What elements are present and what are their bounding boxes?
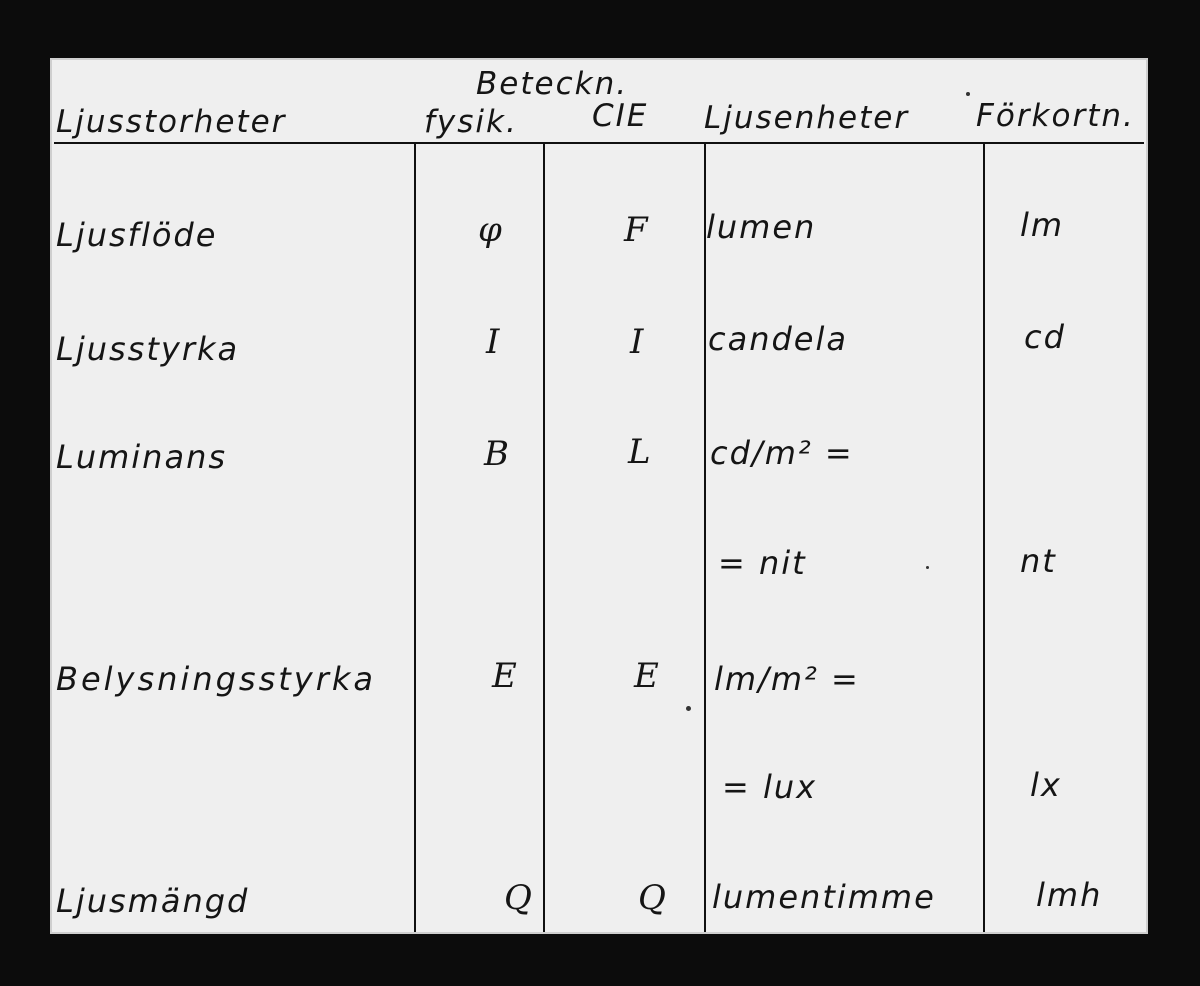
unit-lumen: lumen xyxy=(706,208,817,246)
column-divider-4 xyxy=(983,142,985,932)
dust-speck xyxy=(926,566,929,569)
lantern-slide xyxy=(50,58,1148,934)
header-ljusstorheter: Ljusstorheter xyxy=(56,104,287,140)
symbol-cie-l: L xyxy=(628,432,653,472)
abbr-lx: lx xyxy=(1030,766,1062,804)
symbol-cie-e: E xyxy=(634,656,661,696)
dust-speck xyxy=(966,92,970,96)
unit-lux: = lux xyxy=(722,768,818,806)
symbol-cie-q: Q xyxy=(638,878,668,918)
column-divider-2 xyxy=(543,142,545,932)
quantity-ljusflode: Ljusflöde xyxy=(56,216,218,254)
header-fysik: fysik. xyxy=(424,104,518,140)
symbol-cie-i: I xyxy=(630,322,646,362)
symbol-fysik-q: Q xyxy=(504,878,534,918)
column-divider-1 xyxy=(414,142,416,932)
unit-nit: = nit xyxy=(718,544,807,582)
unit-cd-per-m2: cd/m² = xyxy=(710,434,854,472)
quantity-ljusmangd: Ljusmängd xyxy=(56,882,250,920)
header-ljusenheter: Ljusenheter xyxy=(704,100,910,136)
abbr-nt: nt xyxy=(1020,542,1057,580)
abbr-lm: lm xyxy=(1020,206,1065,244)
symbol-fysik-e: E xyxy=(492,656,519,696)
symbol-fysik-b: B xyxy=(484,434,511,474)
symbol-fysik-phi: φ xyxy=(478,210,504,250)
header-forkortn: Förkortn. xyxy=(976,98,1135,134)
quantity-luminans: Luminans xyxy=(56,438,228,476)
quantity-ljusstyrka: Ljusstyrka xyxy=(56,330,240,368)
dust-speck xyxy=(686,706,691,711)
header-cie: CIE xyxy=(592,98,649,134)
quantity-belysningsstyrka: Belysningsstyrka xyxy=(56,660,377,698)
unit-candela: candela xyxy=(708,320,848,358)
header-rule xyxy=(54,142,1144,144)
column-divider-3 xyxy=(704,142,706,932)
header-group-beteckn: Beteckn. xyxy=(476,66,629,102)
symbol-cie-f: F xyxy=(624,210,650,250)
abbr-lmh: lmh xyxy=(1036,876,1103,914)
symbol-fysik-i: I xyxy=(486,322,502,362)
unit-lm-per-m2: lm/m² = xyxy=(714,660,860,698)
abbr-cd: cd xyxy=(1024,318,1066,356)
unit-lumentimme: lumentimme xyxy=(712,878,936,916)
